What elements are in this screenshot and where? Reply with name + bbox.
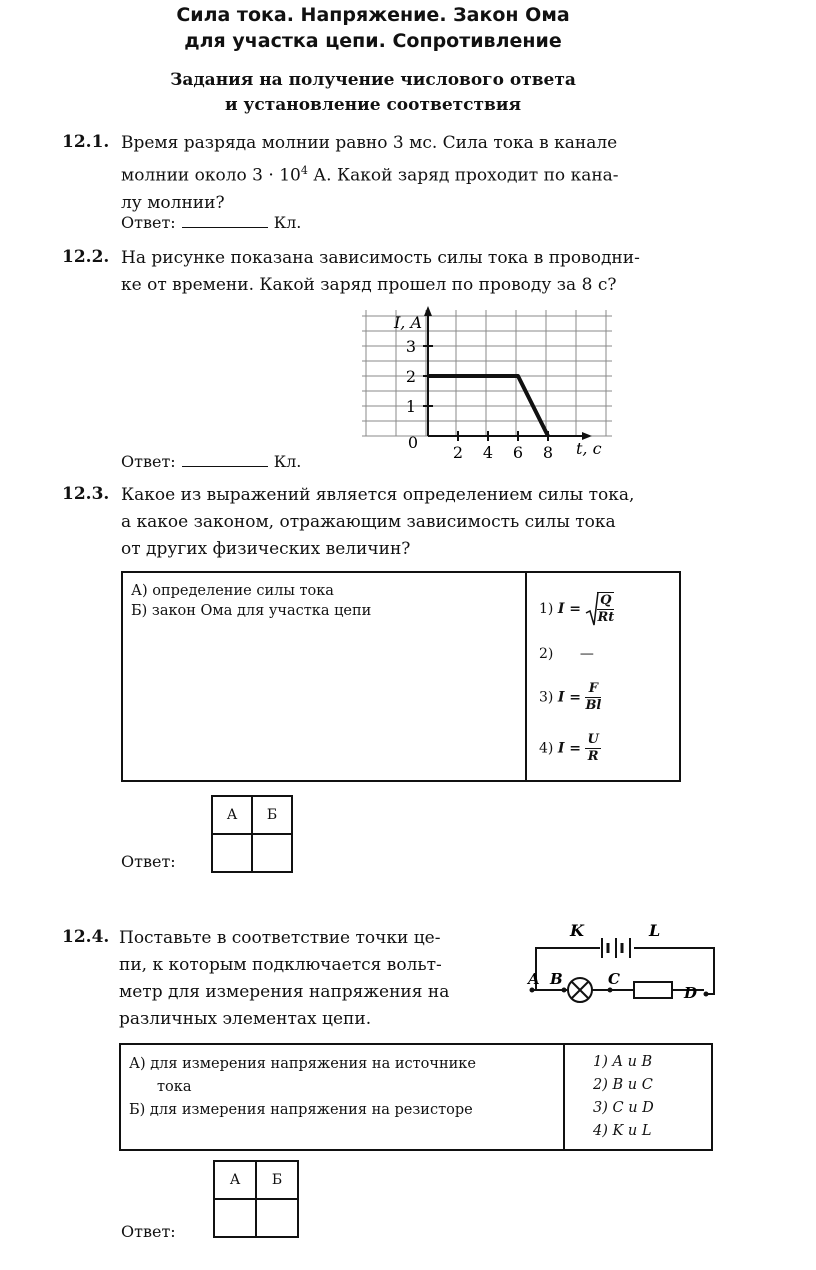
answer-unit: Кл.: [273, 213, 302, 232]
option-4: 4) K и L: [593, 1123, 652, 1139]
task-line: молнии около $3 \cdot 10^4$ А. Какой заряд проходит по кана-: [121, 164, 619, 186]
grid-header-b: Б: [256, 1161, 298, 1199]
matching-item-a-cont: тока: [157, 1079, 192, 1095]
grid-header-a: А: [212, 796, 252, 834]
grid-header-a: А: [214, 1161, 256, 1199]
y-tick-label: 1: [405, 397, 416, 416]
answer-cell-b[interactable]: [252, 834, 292, 872]
chart-axes: [424, 306, 592, 440]
x-tick-label: 2: [452, 443, 464, 462]
matching-right-column: [593, 1051, 654, 1143]
answer-line: [121, 213, 301, 232]
task-line: пи, к которым подключается вольт-: [119, 955, 442, 975]
answer-label: Ответ:: [121, 452, 176, 471]
task-number: 12.1.: [62, 132, 110, 152]
resistor-symbol: [634, 982, 672, 998]
matching-left-column: [131, 581, 371, 621]
matching-item-a: А) определение силы тока: [131, 583, 334, 599]
answer-grid: [213, 1160, 299, 1238]
x-tick-label: 8: [542, 443, 554, 462]
current-time-graph: [360, 300, 622, 472]
label-l: L: [649, 921, 661, 940]
x-tick-label: 4: [482, 443, 494, 462]
matching-table: [121, 571, 681, 782]
table-divider: [563, 1045, 565, 1149]
label-c: C: [608, 970, 620, 988]
x-tick-label: 6: [512, 443, 524, 462]
grid-header-b: Б: [252, 796, 292, 834]
answer-cell-a[interactable]: [212, 834, 252, 872]
answer-unit: Кл.: [273, 452, 302, 471]
matching-left-column: [129, 1053, 476, 1122]
answer-blank[interactable]: [182, 452, 268, 467]
task-line: а какое законом, отражающим зависимость силы тока: [121, 512, 616, 532]
answer-grid: [211, 795, 293, 873]
label-b: B: [550, 970, 563, 988]
answer-cell-a[interactable]: [214, 1199, 256, 1237]
answer-blank[interactable]: [182, 213, 268, 228]
answer-line: [121, 452, 301, 471]
circuit-diagram: [524, 918, 724, 1026]
page-title-line2: для участка цепи. Сопротивление: [184, 30, 562, 52]
matching-item-b: Б) для измерения напряжения на резисторе: [129, 1102, 473, 1118]
task-line: лу молнии?: [121, 192, 225, 213]
page-title-line1: Сила тока. Напряжение. Закон Ома: [176, 4, 570, 26]
option-2: 2) B и C: [593, 1077, 653, 1093]
answer-label: Ответ:: [121, 213, 176, 232]
y-tick-label: 2: [405, 367, 416, 386]
task-text: [121, 245, 687, 299]
task-text: [121, 482, 687, 563]
y-tick-label: 3: [405, 337, 416, 356]
point-b: [562, 988, 567, 993]
option-2: 2) —: [539, 646, 594, 662]
task-number: 12.4.: [62, 927, 110, 947]
matching-item-b: Б) закон Ома для участка цепи: [131, 603, 372, 619]
matching-table: [119, 1043, 713, 1151]
task-line: Время разряда молнии равно 3 мс. Сила тока в канале: [121, 133, 618, 153]
option-3: 3) C и D: [593, 1100, 654, 1116]
point-a: [530, 988, 535, 993]
matching-item-a: А) для измерения напряжения на источнике: [129, 1056, 476, 1072]
task-line: Какое из выражений является определением силы тока,: [121, 485, 635, 505]
task-number: 12.2.: [62, 247, 110, 267]
origin-label: 0: [407, 433, 418, 452]
task-line: различных элементах цепи.: [119, 1009, 372, 1029]
answer-cell-b[interactable]: [256, 1199, 298, 1237]
task-line: от других физических величин?: [121, 539, 411, 559]
task-text: [119, 925, 507, 1033]
task-line: Поставьте в соответствие точки це-: [119, 928, 441, 948]
y-axis-label: I, A: [393, 313, 422, 332]
section-subtitle-line1: Задания на получение числового ответа: [170, 70, 576, 90]
label-a: A: [528, 970, 540, 988]
option-1: 1) I = $\frac{Q}{Rt}$: [539, 593, 615, 625]
option-3: 3) I = $\frac{F}{Bl}$: [539, 681, 602, 713]
label-d: D: [684, 984, 698, 1002]
task-number: 12.3.: [62, 484, 110, 504]
section-subtitle-line2: и установление соответствия: [224, 95, 522, 115]
task-line: метр для измерения напряжения на: [119, 982, 450, 1002]
option-4: 4) I = $\frac{U}{R}$: [539, 732, 599, 764]
point-c: [608, 988, 613, 993]
task-line: На рисунке показана зависимость силы тока в проводни-: [121, 248, 640, 268]
answer-label: Ответ:: [121, 1222, 176, 1241]
y-axis-arrow: [424, 306, 432, 316]
table-divider: [525, 573, 527, 780]
point-d: [704, 992, 709, 997]
answer-label: Ответ:: [121, 852, 176, 871]
task-text: [121, 130, 687, 217]
option-1: 1) A и B: [593, 1054, 653, 1070]
lamp-symbol: [568, 978, 592, 1002]
label-k: K: [570, 921, 584, 940]
chart-labels: [393, 313, 602, 462]
battery-symbol: [602, 938, 630, 958]
task-line: ке от времени. Какой заряд прошел по проводу за 8 с?: [121, 275, 617, 295]
x-axis-label: t, c: [576, 439, 602, 458]
